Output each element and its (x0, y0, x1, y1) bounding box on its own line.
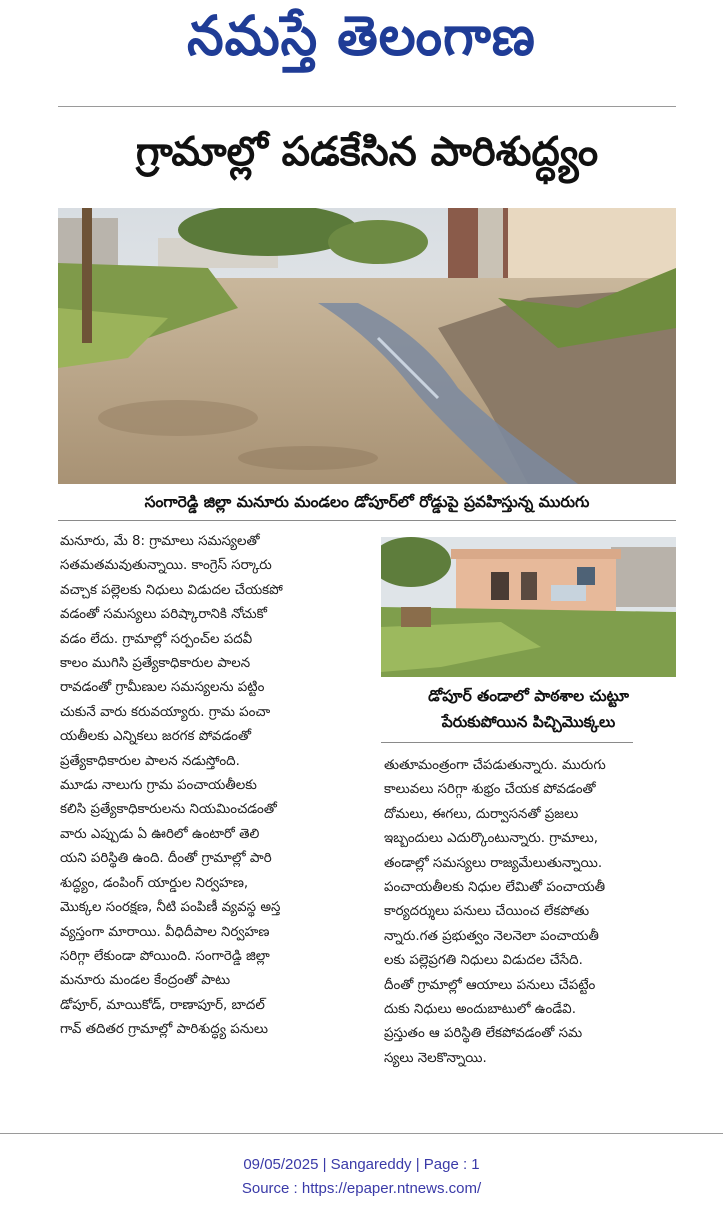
text-line: మనూరు మండల కేంద్రంతో పాటు (60, 973, 231, 989)
text-line: శుద్ధ్యం, డంపింగ్ యార్డుల నిర్వహణ, (60, 875, 249, 891)
text-line: లకు పల్లెప్రగతి నిధులు విడుదల చేసేది. (384, 953, 583, 969)
article-headline: గ్రామాల్లో పడకేసిన పారిశుద్ధ్యం (135, 129, 599, 175)
text-line: డోపూర్, మాయికోడ్, రాణాపూర్, బాదల్ (60, 997, 265, 1013)
main-photo-caption: సంగారెడ్డి జిల్లా మనూరు మండలం డోపూర్‌లో రోడ్డుపై ప్రవహిస్తున్న మురుగు (144, 493, 590, 511)
text-line: తండాల్లో సమస్యలు రాజ్యమేలుతున్నాయి. (384, 855, 603, 871)
text-line: గావ్ తదితర గ్రామాల్లో పారిశుద్ధ్య పనులు (60, 1022, 268, 1038)
text-line: సరిగ్గా లేకుండా పోయింది. సంగారెడ్డి జిల్లా (60, 948, 270, 964)
side-caption-rule (381, 742, 633, 743)
text-line: ప్రత్యేకాధికారుల పాలన నడుస్తోంది. (60, 753, 240, 769)
headline-rule (58, 106, 676, 107)
text-line: వ్యస్తంగా మారాయి. వీధిదీపాల నిర్వహణ (60, 924, 270, 940)
text-line: వచ్చాక పల్లెలకు నిధులు విడుదల చేయకపో (60, 582, 283, 598)
text-line: వడం లేదు. గ్రామాల్లో సర్పంచ్‌ల పదవీ (60, 631, 253, 647)
caption-rule (58, 520, 676, 521)
text-line: మనూరు, మే 8: గ్రామాలు సమస్యలతో (60, 534, 260, 549)
footer-rule (0, 1133, 723, 1134)
text-line: కార్యదర్శులు పనులు చేయించ లేకపోతు (384, 904, 590, 920)
text-line: స్యలు నెలకొన్నాయి. (384, 1050, 487, 1066)
text-line: ఇబ్బందులు ఎదుర్కొంటున్నారు. గ్రామాలు, (384, 831, 599, 847)
text-line: కాలువలు సరిగ్గా శుభ్రం చేయక పోవడంతో (384, 782, 596, 798)
text-line: వడంతో సమస్యలు పరిష్కారానికి నోచుకో (60, 607, 267, 623)
text-line: రావడంతో గ్రామీణుల సమస్యలను పట్టిం (60, 680, 265, 696)
footer-source-line: Source : https://epaper.ntnews.com/ (241, 1180, 482, 1197)
side-photo-caption-line-2: పేరుకుపోయిన పిచ్చిమొక్కలు (441, 713, 616, 731)
road-sewage-image (58, 208, 676, 484)
article-right-column (384, 754, 680, 1071)
side-photo-caption-line-1: డోపూర్ తండాలో పాఠశాల చుట్టూ (428, 687, 629, 705)
text-line: చుకునే వారు కరువయ్యారు. గ్రామ పంచా (60, 704, 271, 720)
text-line: ప్రస్తుతం ఆ పరిస్థితి లేకపోవడంతో సమ (384, 1026, 583, 1042)
text-line: యని పరిస్థితి ఉంది. దీంతో గ్రామాల్లో పారి (60, 851, 272, 867)
text-line: వారు ఎప్పుడు ఏ ఊరిలో ఉంటారో తెలి (60, 826, 260, 842)
text-line: పంచాయతీలకు నిధుల లేమితో పంచాయతీ (384, 880, 606, 896)
text-line: కాలం ముగిసి ప్రత్యేకాధికారుల పాలన (60, 656, 251, 672)
text-line: కలిసి ప్రత్యేకాధికారులను నియమించడంతో (60, 802, 277, 818)
text-line: దోమలు, ఈగలు, దుర్వాసనతో ప్రజలు (384, 806, 579, 822)
main-photo (58, 208, 676, 484)
school-weeds-image (381, 537, 676, 677)
text-line: యతీలకు ఎన్నికలు జరగక పోవడంతో (60, 729, 252, 745)
text-line: సతమతమవుతున్నాయి. కాంగ్రెస్ సర్కారు (60, 558, 272, 574)
text-line: దీంతో గ్రామాల్లో ఆయాలు పనులు చేపట్టేం (384, 977, 596, 993)
text-line: మొక్కల సంరక్షణ, నీటి పంపిణీ వ్యవస్థ అస్త (60, 900, 281, 916)
article-left-column (60, 530, 374, 1043)
masthead (0, 0, 723, 86)
newspaper-logo-text: నమస్తే తెలంగాణ (187, 4, 536, 68)
footer-date-line: 09/05/2025 | Sangareddy | Page : 1 (243, 1156, 480, 1173)
text-line: దుకు నిధులు అందుబాటులో ఉండేవి. (384, 1002, 576, 1018)
side-photo (381, 537, 676, 677)
text-line: న్నారు.గత ప్రభుత్వం నెలనెలా పంచాయతీ (384, 928, 599, 944)
text-line: మూడు నాలుగు గ్రామ పంచాయతీలకు (60, 778, 257, 794)
text-line: తుతూమంత్రంగా చేపడుతున్నారు. మురుగు (384, 758, 606, 773)
